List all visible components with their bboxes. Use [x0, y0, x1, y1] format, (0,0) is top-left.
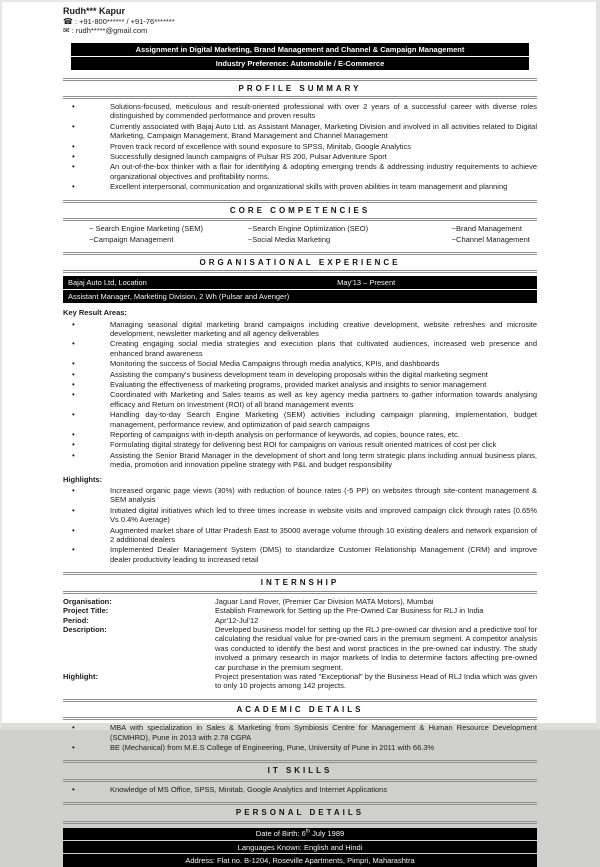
key-result-area-item: • Handling day-to-day Search Engine Marketing (SEM) activities including campaign planning, implementation, budget management, performance review, and optimization of paid search campaigns [63, 410, 537, 429]
internship-value: Developed business model for setting up the RLJ pre-owned car division and a predictive tool for calculating the residual value for pre-owned cars in the premium segment. A competitor analysis was conducted to identify the best and worst practices in the pre-owned car industry. The study involved a primary research in major markets of India to determine factors affecting pre-owned car purchase in the premium segment. [215, 624, 537, 672]
dob-text: Date of Birth: 6 [255, 829, 306, 839]
it-skill-item: • Knowledge of MS Office, SPSS, Minitab, Google Analytics and Internet Applications [63, 785, 537, 794]
competencies-col-3 [452, 224, 537, 244]
address-bar: Address: Flat no. B-1204, Roseville Apartments, Pimpri, Maharashtra [63, 854, 537, 866]
profile-summary-item: • Excellent interpersonal, communication and organizational skills with proven abilities in team management and planning [63, 182, 537, 191]
internship-value: Apr'12-Jul'12 [215, 615, 259, 625]
academic-details-list [63, 723, 537, 752]
section-title-it-skills: IT SKILLS [63, 760, 537, 781]
section-title-personal-details: PERSONAL DETAILS [63, 802, 537, 823]
email-icon: ✉ [63, 26, 70, 36]
key-result-area-item: • Assisting the Senior Brand Manager in the development of short and long term strategic plans including annual business plans, media, promotion and innovation pipeline strategy with P&L and budget responsibility [63, 451, 537, 470]
internship-label: Organisation: [63, 596, 112, 606]
profile-summary-item: • Successfully designed launch campaigns of Pulsar RS 200, Pulsar Adventure Sport [63, 152, 537, 161]
key-result-areas-list [63, 320, 537, 470]
internship-value: Project presentation was rated "Exceptional" by the Business Head of RLJ India which was given to only 10 projects among 142 projects. [215, 671, 537, 691]
dob-bar [63, 828, 537, 840]
academic-detail-item: • MBA with specialization in Sales & Marketing from Symbiosis Centre for Management & Human Resource Development (SCMHRD), Pune in 2013 with 2.78 CGPA [63, 723, 537, 742]
dob-ordinal: th [305, 828, 310, 835]
experience-company-row [63, 276, 537, 289]
profile-summary-item: • Currently associated with Bajaj Auto Ltd. as Assistant Manager, Marketing Division and involved in all activities related to Digital Marketing, Campaign Management, Brand Management and Channel Management [63, 122, 537, 141]
competency-item: ~Campaign Management [89, 234, 174, 244]
internship-label: Highlight: [63, 671, 98, 681]
highlight-item: • Initiated digital initiatives which led to three times increase in website visits and improved campaign click through rates (0.65% Vs 0.4% Average) [63, 506, 537, 525]
email-line [63, 26, 537, 35]
competency-item: ~Search Engine Optimization (SEO) [247, 224, 369, 234]
highlight-item: • Implemented Dealer Management System (DMS) to standardize Customer Relationship Management (CRM) and improve dealer productivity leading to increased retail [63, 545, 537, 564]
section-title-core-competencies: CORE COMPETENCIES [63, 200, 537, 221]
internship-label: Description: [63, 624, 107, 634]
banner-industry-preference: Industry Preference: Automobile / E-Commerce [71, 57, 529, 70]
section-title-academic-details: ACADEMIC DETAILS [63, 699, 537, 720]
key-result-area-item: • Reporting of campaigns with in-depth analysis on performance of keywords, ad copies, bounce rates, etc. [63, 430, 537, 439]
competency-item: ~Social Media Marketing [247, 234, 331, 244]
profile-summary-item: • An out-of-the-box thinker with a flair for identifying & adopting emerging trends & addressing industry requirements to achieve organizational objectives and profitability norms. [63, 162, 537, 181]
competency-item: ~ Search Engine Marketing (SEM) [89, 224, 204, 234]
key-result-area-item: • Evaluating the effectiveness of marketing programs, provided market analysis and insights to senior management [63, 380, 537, 389]
experience-role-row [63, 290, 537, 303]
experience-header-bar [63, 276, 537, 303]
it-skills-list [63, 785, 537, 794]
internship-label: Project Title: [63, 606, 109, 616]
dob-text-suffix: July 1989 [310, 829, 345, 839]
competencies-col-1 [63, 224, 248, 244]
objective-banner [71, 43, 529, 70]
internship-row-highlight [63, 672, 537, 691]
internship-details [63, 597, 537, 691]
email-address: : rudh*****@gmail.com [71, 26, 148, 36]
section-title-organisational-experience: ORGANISATIONAL EXPERIENCE [63, 252, 537, 273]
section-title-profile-summary: PROFILE SUMMARY [63, 78, 537, 99]
key-result-area-item: • Monitoring the success of Social Media Campaigns through media analytics, KPIs, and dashboards [63, 359, 537, 368]
personal-details-bars [63, 828, 537, 867]
competencies-col-2 [248, 224, 452, 244]
experience-dates: May'13 – Present [337, 278, 396, 288]
internship-value: Establish Framework for Setting up the Pre-Owned Car Business for RLJ in India [215, 606, 484, 616]
key-result-area-item: • Formulating digital strategy for delivering best ROI for campaigns on various result oriented matrices of cost per click [63, 440, 537, 449]
key-result-area-item: • Coordinated with Marketing and Sales teams as well as key agency media partners to gather information towards analysing efficacy and Return on Investment (ROI) of all brand management events [63, 390, 537, 409]
highlight-item: • Increased organic page views (30%) with reduction of bounce rates (-5 PP) on websites through site-content management & SEM analysis [63, 486, 537, 505]
highlight-item: • Augmented market share of Uttar Pradesh East to 35000 average volume through 10 existing dealers and network expansion of 2 additional dealers [63, 526, 537, 545]
key-result-areas-label: Key Result Areas: [63, 308, 127, 318]
key-result-area-item: • Creating engaging social media strategies and execution plans that cultivated audiences, increased web presence and enhanced brand awareness [63, 339, 537, 358]
experience-company: Bajaj Auto Ltd, Location [68, 278, 147, 288]
profile-summary-list [63, 102, 537, 192]
internship-row-project-title [63, 606, 537, 615]
phone-line [63, 17, 537, 26]
academic-detail-item: • BE (Mechanical) from M.E.S College of Engineering, Pune, University of Pune in 2011 with 66.3% [63, 743, 537, 752]
phone-number: : +91-800****** / +91-76******* [74, 17, 175, 26]
key-result-area-item: • Assisting the company's business development team in developing proposals within the digital marketing segment [63, 370, 537, 379]
banner-assignment: Assignment in Digital Marketing, Brand Management and Channel & Campaign Management [71, 43, 529, 56]
section-title-internship: INTERNSHIP [63, 572, 537, 593]
internship-label: Period: [63, 615, 89, 625]
languages-bar: Languages Known: English and Hindi [63, 841, 537, 853]
internship-row-description [63, 625, 537, 672]
highlights-list [63, 486, 537, 564]
internship-row-organisation [63, 597, 537, 606]
experience-role: Assistant Manager, Marketing Division, 2 Wh (Pulsar and Avenger) [68, 292, 290, 302]
profile-summary-item: • Solutions-focused, meticulous and result-oriented professional with over 2 years of a successful career with diverse roles distinguished by commended performance and proven results [63, 102, 537, 121]
internship-value: Jaguar Land Rover, (Premier Car Division MATA Motors), Mumbai [215, 596, 434, 606]
internship-row-period [63, 616, 537, 625]
competencies-grid [63, 224, 537, 244]
candidate-name: Rudh*** Kapur [63, 6, 126, 16]
competency-item: ~Channel Management [451, 234, 530, 244]
competency-item: ~Brand Management [451, 224, 522, 234]
phone-icon: ☎ [63, 17, 73, 26]
key-result-area-item: • Managing seasonal digital marketing brand campaigns including creative development, website refreshes and microsite development, newsletter marketing and all agency deliverables [63, 320, 537, 339]
highlights-label: Highlights: [63, 474, 103, 484]
profile-summary-item: • Proven track record of excellence with sound exposure to SPSS, Minitab, Google Analytics [63, 142, 537, 151]
